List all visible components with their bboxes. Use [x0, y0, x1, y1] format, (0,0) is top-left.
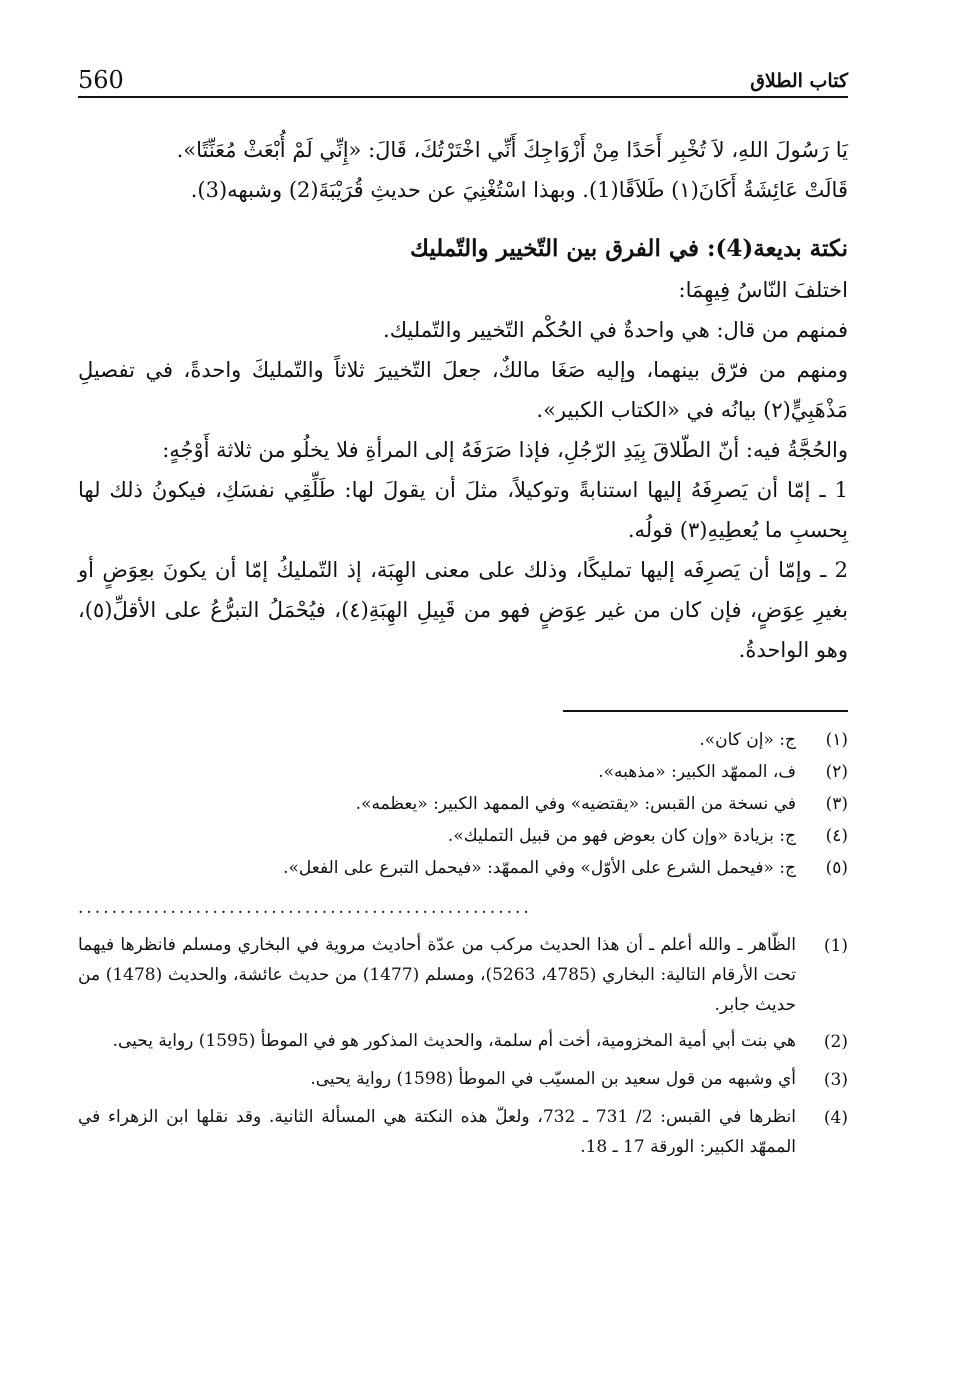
footnote [78, 756, 848, 788]
paragraph: 1 ـ إمّا أن يَصرِفَهُ إليها استنابةً وتوكيلاً، مثلَ أن يقولَ لها: طَلِّقِي نفسَكِ، فيكونُ ذلك لها بِحسبِ ما يُعطِيهِ(٣) قولُه. [78, 478, 848, 542]
page-header [78, 62, 848, 96]
footnote-text: ف، الممهّد الكبير: «مذهبه». [598, 762, 796, 782]
dotted-separator: ...................................................... [78, 898, 532, 918]
footnote [78, 820, 848, 852]
footnote-text: ج: «فيحمل الشرع على الأوّل» وفي الممهّد: «فيحمل التبرع على الفعل». [283, 858, 796, 878]
footnote-text: ج: بزيادة «وإن كان بعوض فهو من قبيل التمليك». [447, 826, 796, 846]
paragraph: اختلفَ النّاسُ فِيهِمَا: [678, 278, 848, 302]
footnote-number: (١) [825, 730, 848, 750]
intro-line: يَا رَسُولَ اللهِ، لاَ تُخْبِر أَحَدًا مِنْ أَزْوَاجِكَ أَنِّي اخْتَرْتُكَ، قَالَ: «إِنِّي لَمْ أُبْعَثْ مُعَنِّتًا». [176, 138, 848, 162]
section-heading [78, 228, 848, 270]
footnote-number: (2) [823, 1032, 848, 1052]
paragraph: ومنهم من فرّق بينهما، وإليه صَغَا مالكٌ، جعلَ التّخييرَ ثلاثاً والتّمليكَ واحدةً، في تفصيلِ مَذْهَبِيٍّ(٢) بيانُه في «الكتاب الكبير». [78, 358, 848, 422]
footnote-number: (٥) [825, 858, 848, 878]
variant-notes [78, 724, 848, 884]
footnote [78, 724, 848, 756]
header-rule [78, 96, 848, 98]
footnote-number: (3) [823, 1070, 848, 1090]
footnote [78, 1064, 848, 1096]
page-number: 560 [78, 66, 124, 94]
footnote-text: هي بنت أبي أمية المخزومية، أخت أم سلمة، والحديث المذكور هو في الموطأ (1595) رواية يحيى. [112, 1031, 796, 1051]
footnote [78, 788, 848, 820]
footnote-number: (٢) [825, 762, 848, 782]
paragraph: فمنهم من قال: هي واحدةٌ في الحُكْم التّخيير والتّمليك. [383, 318, 848, 342]
paragraph: 2 ـ وإمّا أن يَصرِفَه إليها تمليكًا، وذلك على معنى الهِبَة، إذ التّمليكُ إمّا أن يكونَ بعِوَضٍ أو بغيرِ عِوَضٍ، فإن كان من غير عِوَضٍ فهو من قَبِيلِ الهِبَةِ(٤)، فيُحْمَلُ التبرُّعُ على الأقلِّ(٥)، وهو الواحدةُ. [78, 558, 848, 662]
footnote [78, 1102, 848, 1162]
footnote-text: أي وشبهه من قول سعيد بن المسيّب في الموطأ (1598) رواية يحيى. [310, 1069, 796, 1089]
footnote [78, 852, 848, 884]
footnote-number: (٤) [825, 826, 848, 846]
paragraph: والحُجَّةُ فيه: أنّ الطّلاقَ بِيَدِ الرّجُلِ، فإذا صَرَفَهُ إلى المرأةِ فلا يخلُو من ثلاثة أَوْجُهٍ: [162, 438, 848, 462]
footnote-text: الظّاهر ـ والله أعلم ـ أن هذا الحديث مركب من عدّة أحاديث مروية في البخاري ومسلم فانظرها فيهما تحت الأرقام التالية: البخاري (4785، 5263)، ومسلم (1477) من حديث عائشة، والحديث (1478) من حديث جابر. [78, 935, 796, 1015]
footnote [78, 1026, 848, 1058]
commentary-notes [78, 930, 848, 1162]
section-label: نكتة بديعة(4): [707, 235, 848, 262]
book-title: كتاب الطلاق [750, 70, 848, 92]
footnote-text: ج: «إن كان». [699, 730, 796, 750]
book-page [78, 62, 848, 1362]
intro-text [78, 130, 848, 210]
footnote-text: انظرها في القبس: 2/ 731 ـ 732، ولعلّ هذه النكتة هي المسألة الثانية. وقد نقلها ابن الزهراء في الممهّد الكبير: الورقة 17 ـ 18. [78, 1107, 796, 1157]
footnote-text: في نسخة من القبس: «يقتضيه» وفي الممهد الكبير: «يعظمه». [355, 794, 796, 814]
footnote-rule [563, 710, 848, 712]
footnote [78, 930, 848, 1020]
main-text [78, 270, 848, 670]
footnote-number: (1) [823, 936, 848, 956]
footnote-number: (٣) [825, 794, 848, 814]
intro-line: قَالَتْ عَائِشَةُ أَكَانَ(١) طَلاَقًا(1). وبهذا اسْتُغْنِيَ عن حديثِ قُرَيْبَةَ(2) وشبهه(3). [190, 178, 848, 202]
footnote-number: (4) [823, 1108, 848, 1128]
section-title: في الفرق بين التّخيير والتّمليك [409, 235, 700, 262]
